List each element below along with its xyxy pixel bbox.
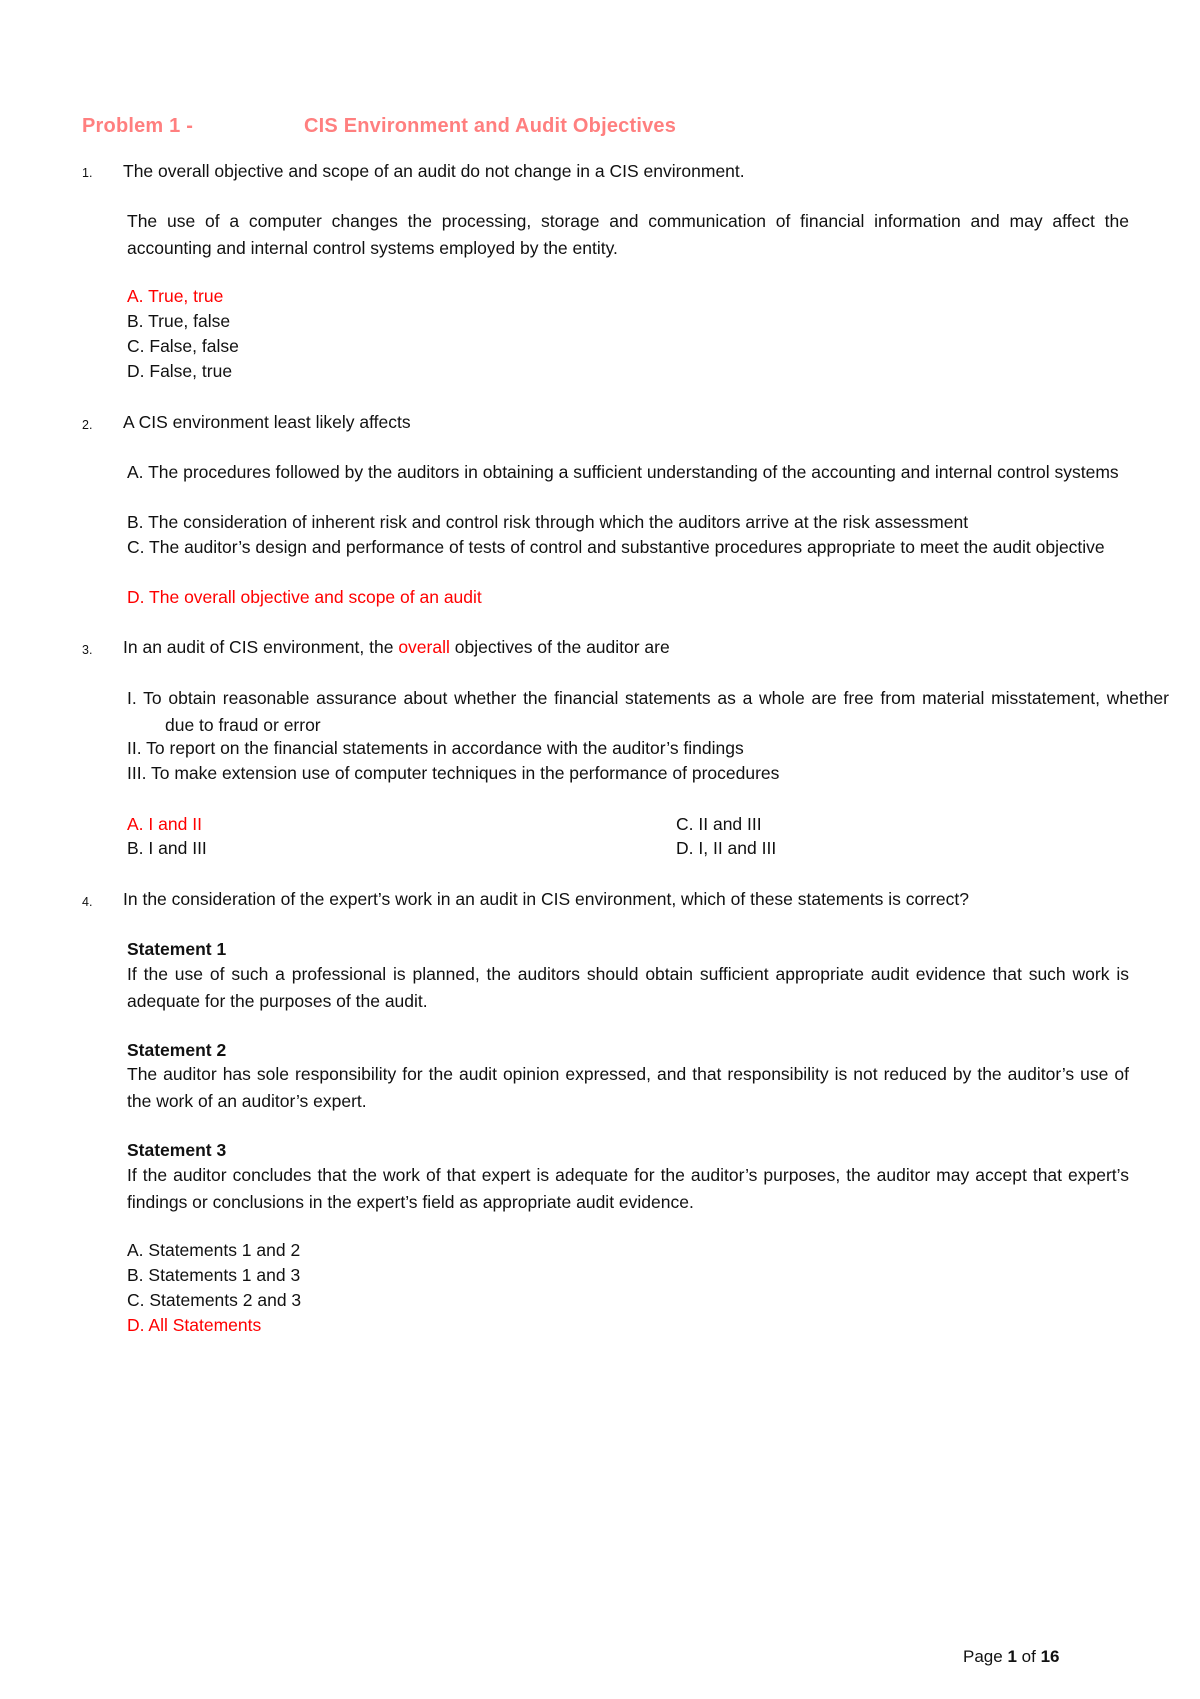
option-text: True, false [148,311,231,331]
question-number: 2. [82,418,93,432]
option-text: Statements 1 and 2 [148,1240,301,1260]
answer-option [127,1287,301,1314]
statement-numeral: III. [127,763,147,783]
option-letter: D. [676,838,694,858]
option-letter: C. [127,1290,145,1310]
question-number: 3. [82,643,93,657]
answer-option [127,358,232,385]
option-text: False, false [149,336,239,356]
answer-option-correct [127,811,202,838]
option-letter: B. [127,1265,144,1285]
statement-numeral: II. [127,738,142,758]
of-word: of [1021,1647,1036,1666]
question-text-part: In an audit of CIS environment, the [123,637,399,657]
roman-statement [127,735,744,762]
option-letter: C. [127,336,145,356]
statement-numeral: I. [127,688,137,708]
option-text: I and III [148,838,207,858]
option-text: Statements 1 and 3 [148,1265,301,1285]
statement-text: To report on the financial statements in accordance with the auditor’s findings [146,738,744,758]
option-letter: A. [127,286,144,306]
answer-option [127,1262,300,1289]
answer-option [127,459,1148,486]
option-text: I and II [148,814,202,834]
question-text: A CIS environment least likely affects [123,412,411,432]
statement-text: If the auditor concludes that the work of that expert is adequate for the auditor’s purposes, the auditor may accept that expert’s findings or conclusions in the expert’s field as appropriate audit evidence. [127,1165,1129,1212]
statement-title: Statement 1 [127,939,227,959]
roman-statement [127,685,1169,739]
answer-option-correct [127,584,482,611]
page-current: 1 [1007,1647,1017,1666]
answer-option [127,308,230,335]
statement-title: Statement 3 [127,1140,227,1160]
answer-option [127,333,239,360]
statement-text: To obtain reasonable assurance about whether the financial statements as a whole are free from material misstatement, whether due to fraud or error [143,688,1169,735]
answer-option-correct [127,1312,261,1339]
answer-option-correct [127,283,223,310]
question-paragraph: The use of a computer changes the processing, storage and communication of financial information and may affect the accounting and internal control systems employed by the entity. [127,211,1129,258]
option-letter: D. [127,1315,145,1335]
option-letter: C. [127,537,145,557]
option-text: False, true [149,361,233,381]
answer-option [676,811,762,838]
option-text: The consideration of inherent risk and control risk through which the auditors arrive at the risk assessment [148,512,969,532]
answer-option [676,835,776,862]
answer-option [127,835,207,862]
question-text: The overall objective and scope of an audit do not change in a CIS environment. [123,161,745,181]
option-text: I, II and III [698,838,777,858]
option-text: The auditor’s design and performance of tests of control and substantive procedures appropriate to meet the audit objective [149,537,1105,557]
statement-text: To make extension use of computer techniques in the performance of procedures [151,763,780,783]
problem-label: Problem 1 - [82,115,194,137]
option-letter: D. [127,361,145,381]
option-text: Statements 2 and 3 [149,1290,302,1310]
page-word: Page [963,1647,1003,1666]
option-letter: B. [127,838,144,858]
question-text [123,634,670,661]
option-letter: A. [127,814,144,834]
answer-option [127,534,1148,561]
statement-text: The auditor has sole responsibility for the audit opinion expressed, and that responsibility is not reduced by the auditor’s use of the work of an auditor’s expert. [127,1064,1129,1111]
question-text: In the consideration of the expert’s work in an audit in CIS environment, which of these statements is correct? [123,889,969,909]
option-letter: B. [127,311,144,331]
page-number-footer [963,1647,1059,1667]
option-text: The overall objective and scope of an audit [149,587,482,607]
question-text-part: objectives of the auditor are [449,637,670,657]
option-text: The procedures followed by the auditors in obtaining a sufficient understanding of the accounting and internal control systems [148,462,1119,482]
statement-text: If the use of such a professional is planned, the auditors should obtain sufficient appropriate audit evidence that such work is adequate for the purposes of the audit. [127,964,1129,1011]
option-text: All Statements [148,1315,262,1335]
page-total: 16 [1040,1647,1060,1666]
option-letter: A. [127,462,144,482]
roman-statement [127,760,779,787]
option-letter: A. [127,1240,144,1260]
option-text: II and III [698,814,762,834]
statement-title: Statement 2 [127,1040,227,1060]
question-text-highlight: overall [398,637,450,657]
problem-heading [82,115,677,138]
answer-option [127,509,968,536]
option-letter: B. [127,512,144,532]
option-letter: C. [676,814,694,834]
question-number: 4. [82,895,93,909]
question-number: 1. [82,166,93,180]
answer-option [127,1237,300,1264]
option-letter: D. [127,587,145,607]
problem-topic: CIS Environment and Audit Objectives [304,115,677,137]
option-text: True, true [148,286,224,306]
